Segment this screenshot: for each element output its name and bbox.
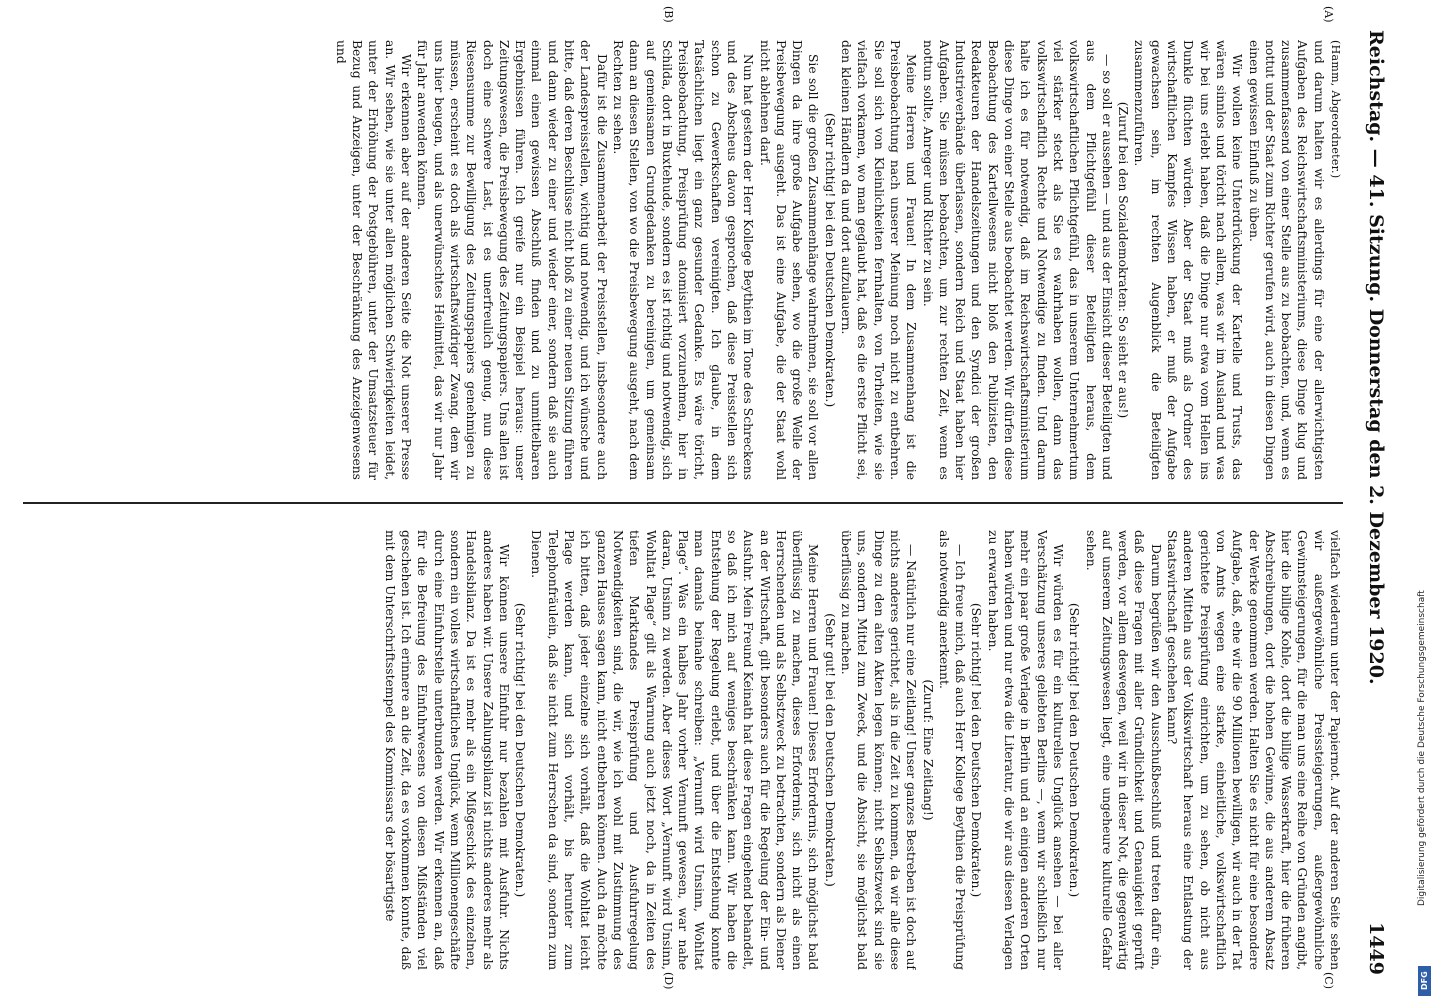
right-column — [23, 530, 1343, 970]
credit-text: Digitalisierung gefördert durch die Deutsche Forschungsgemeinschaft — [1417, 590, 1427, 906]
paragraph: und darum halten wir es allerdings für eine der allerwichtigsten Aufgaben des Reichswirtschaftsministeriums, diese Dinge klug und zusammenfassend von einer Stelle aus zu beobachten, und, wenn es nottut und der Staat zum Richter gerufen wird, auch in diesen Dingen einen gewissen Einfluß zu üben. — [1246, 40, 1326, 480]
paragraph: Sie soll die großen Zusammenhänge wahrnehmen, sie soll vor allen Dingen da ihre große Aufgabe sehen, wo die große Welle der Preisbewegung ausgeht. Das ist eine Aufgabe, die der Staat wohl nicht ablehnen darf. — [757, 40, 821, 480]
interjection: (Sehr richtig! bei den Deutschen Demokraten.) — [969, 602, 984, 898]
interjection: (Sehr gut! bei den Deutschen Demokraten.) — [822, 613, 837, 887]
margin-mark-b: (B) — [662, 6, 675, 23]
paragraph: vielfach wiederum unter der Papiernot. Auf der anderen Seite sehen wir außergewöhnliche Preissteigerungen, außergewöhnliche Gewinnsteigerungen, für die man uns eine Reihe von Gründen angibt, hier die billige Kohle, dort die billige Wasserkraft, hier die früheren Abschreibungen, dort die hohen Gewinne, die aus anderem Absatz der Werke genommen werden. Halten Sie es nicht für eine besondere Aufgabe, daß, ehe wir die 90 Millionen bewilligen, wir auch in der Tat von Amts wegen eine starke, einheitliche, volkswirtschaftlich gerichtete Preisprüfung einrichten, um zu sehen, ob nicht aus anderen Mitteln aus der Volkswirtschaft heraus eine Entlastung der Staatswirtschaft geschehen kann? — [1165, 530, 1342, 970]
paragraph: — Natürlich nur eine Zeitlang! Unser ganzes Bestreben ist doch auf nichts anderes gerichtet, als in die Zeit zu kommen, da wir alle diese Dinge zu den alten Akten legen können; nicht Selbstzweck sind sie uns, sondern Mittel zum Zweck, und die Absicht, sie möglichst bald überflüssig zu machen. — [839, 530, 919, 970]
interjection: (Zuruf: Eine Zeitlang!) — [920, 679, 935, 821]
digitization-credit — [1415, 6, 1434, 996]
column-divider — [23, 502, 1343, 504]
interjection: (Sehr richtig! bei den Deutschen Demokraten.) — [1067, 602, 1082, 898]
paragraph: Meine Herren und Frauen! Dieses Erfordernis, sich möglichst bald überflüssig zu machen, dieses Erfordernis, sich nicht als einen Herrschenden und als Selbstzweck zu betrachten, sondern als Diener an der Wirtschaft, gilt besonders auch für die Regelung der Ein- und Ausfuhr. Mein Freund Keinath hat diese Fragen eingehend behandelt, so daß ich mich auf weniges beschränken kann. Wir haben die Entstehung der Regelung erlebt, und über die Entstehung konnte man damals beinahe schreiben: „Vernunft wird Unsinn, Wohltat Plage“. Was ein halbes Jahr vorher Vernunft gewesen, war nahe daran, Unsinn zu werden. Aber dieses Wort „Vernunft wird Unsinn, Wohltat Plage“ gilt als Warnung auch jetzt noch, da in Zeiten des tiefen Marktandes Preisprüfung und Ausfuhrregelung Notwendigkeiten sind, die wir, wie ich wohl mit Zustimmung des ganzen Hauses sagen kann, nicht entbehren können. Auch da möchte ich bitten, daß jeder einzelne sich vorhält, daß die Wohltat leicht Plage werden kann, und sich vorhält, bis herunter zum Telephonfräulein, daß sie nicht zum Herrschen da sind, sondern zum Dienen. — [529, 530, 821, 970]
paragraph: Darum begrüßen wir den Ausschußbeschluß und treten dafür ein, daß diese Fragen mit aller Gründlichkeit und Genauigkeit geprüft werden, vor allem deswegen, weil wir in dieser Not, die gegenwärtig auf unserem Zeitungswesen liegt, eine ungeheure kulturelle Gefahr sehen. — [1083, 530, 1163, 970]
left-column — [23, 40, 1343, 480]
paragraph: Wir können unsere Einfuhr nur bezahlen mit Ausfuhr. Nichts anderes haben wir. Unsere Zahlungsbilanz ist nichts anderes mehr als Handelsbilanz. Da ist es mehr als ein Mißgeschick des einzelnen, sondern ein volles wirtschaftliches Unglück, wenn Millionengeschäfte durch eine Einfuhrstelle unterbunden werden. Wir erkennen an, daß für die Befreiung des Einfuhrwesens von diesen Mißständen viel geschehen ist. Ich erinnere an die Zeit, da es vorkommen konnte, daß mit dem Unterschriftsstempel des Kommissars der bösartigste — [382, 530, 511, 970]
paragraph: Wir würden es für ein kulturelles Unglück ansehen — bei aller Verschätzung unseres geliebten Berlins —, wenn wir schließlich nur mehr ein paar große Verlage in Berlin und an einigen anderen Orten haben würden und nur etwa die Literatur, die wir aus diesen Verlagen zu erwarten haben. — [985, 530, 1065, 970]
margin-mark-c: (C) — [1322, 972, 1335, 989]
dfg-logo: DFG — [1418, 966, 1431, 996]
margin-mark-a: (A) — [1322, 6, 1335, 23]
speaker-note: (Hamm, Abgeordneter.) — [1329, 40, 1342, 179]
interjection: (Sehr richtig! bei den Deutschen Demokraten.) — [822, 112, 837, 408]
interjection: (Sehr richtig! bei den Deutschen Demokraten.) — [513, 602, 528, 898]
page-header — [1353, 30, 1387, 975]
paragraph: Wir erkennen aber auf der anderen Seite die Not unserer Presse an. Wir sehen, wie sie unter allen möglichen Schwierigkeiten leidet, unter der Erhöhung der Postgebühren, unter der Umsatzsteuer für Bezug und Anzeigen, unter der Beschränkung des Anzeigenwesens und — [333, 40, 414, 480]
paragraph: Wir wollen keine Unterdrückung der Kartelle und Trusts, das wären sinnlos und töricht nach allem, was wir im Ausland und was wir bei uns erlebt haben, daß die Dinge nur etwa vom Hellen ins Dunkle flüchten würden. Aber der Staat muß als Ordner des wirtschaftlichen Kampfes Wissen haben, er muß der Aufgabe gewachsen sein, im rechten Augenblick die Beteiligten zusammenzuführen. — [1132, 40, 1245, 480]
page-number: 1449 — [1365, 922, 1387, 975]
margin-mark-d: (D) — [662, 972, 675, 990]
paragraph: — so soll er aussehen — und aus der Einsicht dieser Beteiligten und aus dem Pflichtgefühl dieser Beteiligten heraus, dem volkswirtschaftlichen Pflichtgefühl, das in unserem Unternehmertum viel stärker steckt als Sie es wahrhaben wollen, dann das volkswirtschaftlich Rechte und Notwendige zu finden. Und darum halte ich es für notwendig, daß im Reichswirtschaftsministerium diese Dinge von einer Stelle aus beobachtet werden. Wir dürfen diese Beobachtung des Kartellwesens nicht bloß den Publizisten, den Redakteuren der Handelszeitungen und den Syndici der großen Industrieverbände überlassen, sondern Reich und Staat haben hier Aufgaben. Sie müssen beobachten, um zur rechten Zeit, wenn es nottun sollte, Anreger und Richter zu sein. — [920, 40, 1114, 480]
paragraph: Meine Herren und Frauen! In dem Zusammenhang ist die Preisbeobachtung nach unserer Meinung noch nicht zu entbehren. Sie soll sich von Kleinlichkeiten fernhalten, von Torheiten, wie sie vielfach vorkamen, wo man geglaubt hat, daß es die erste Pflicht sei, den kleinen Händlern da und dort aufzulauern. — [839, 40, 919, 480]
paragraph: Dafür ist die Zusammenarbeit der Preisstellen, insbesondere auch der Landespreisstellen, wichtig und notwendig, und ich wünsche und bitte, daß deren Beschlüsse nicht bloß zu einer neuen Sitzung führen und dann wieder zu einer und wieder einer, sondern daß sie auch einmal einen gewissen Abschluß finden und zu unmittelbaren Ergebnissen führen. Ich greife nur ein Beispiel heraus: unser Zeitungswesen, die Preisbewegung des Zeitungspapiers. Uns allen ist doch eine schwere Last, ist es unerfreulich genug, nun diese Riesensumme zur Bewilligung des Zeitungspapiers genehmigen zu müssen, erscheint es doch als wirtschaftswidriger Zwang, dem wir uns hier beugen, und als unerwünschtes Heilmittel, das wir nur Jahr für Jahr anwenden können. — [415, 40, 609, 480]
header-title: Reichstag. — 41. Sitzung. Donnerstag den 2. Dezember 1920. — [1365, 30, 1387, 685]
paragraph: Nun hat gestern der Herr Kollege Beythien im Tone des Schreckens und des Abscheus davon gesprochen, daß diese Preisstellen sich schon zu Gewerkschaften vereinigten. Ich glaube, in dem Tatsächlichen liegt ein ganz gesunder Gedanke. Es wäre töricht, Preisbeobachtung, Preisprüfung atomisiert vorzunehmen, hier in Schilda, dort in Buxtehude, sondern es ist richtig und notwendig, sich auf gemeinsamen Grundgedanken zu bereinigen, um gemeinsam dann an diesen Stellen, von wo die Preisbewegung ausgeht, nach dem Rechten zu sehen. — [610, 40, 756, 480]
interjection: (Zuruf bei den Sozialdemokraten: So sieht er aus!) — [1116, 101, 1131, 419]
paragraph: — Ich freue mich, daß auch Herr Kollege Beythien die Preisprüfung als notwendig anerkennt. — [936, 530, 968, 970]
